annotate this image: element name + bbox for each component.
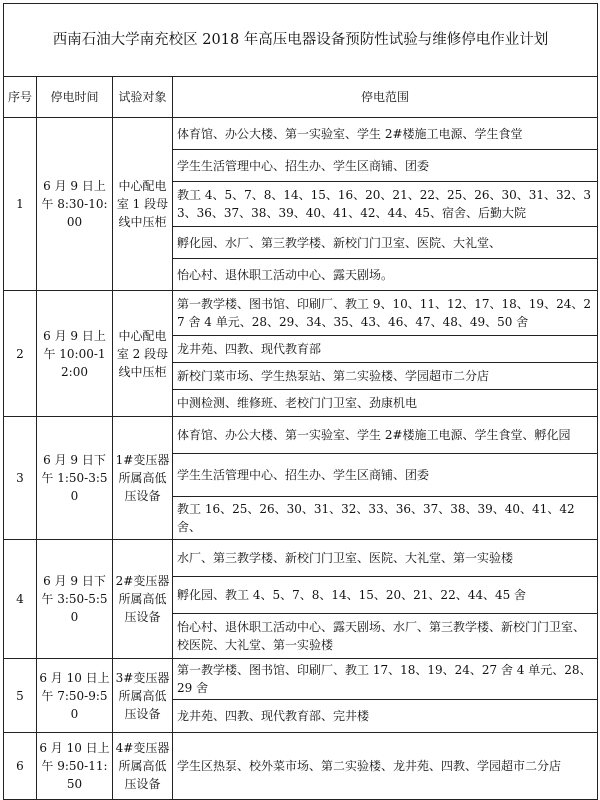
outage-range: 水厂、第三教学楼、新校门门卫室、医院、大礼堂、第一实验楼 [173, 540, 598, 577]
row-no: 2 [4, 291, 37, 417]
outage-time: 6 月 10 日上午 9:50-11:50 [37, 733, 113, 800]
table-row [4, 417, 598, 454]
header-row [4, 77, 598, 118]
table-row [4, 291, 598, 336]
outage-plan-table [3, 3, 598, 800]
outage-range: 学生生活管理中心、招生办、学生区商铺、团委 [173, 150, 598, 182]
test-object: 中心配电室 1 段母线中压柜 [113, 118, 173, 291]
table-row [4, 659, 598, 700]
table-row [4, 733, 598, 800]
document-title: 西南石油大学南充校区 2018 年高压电器设备预防性试验与维修停电作业计划 [4, 4, 598, 77]
outage-range: 体育馆、办公大楼、第一实验室、学生 2#楼施工电源、学生食堂 [173, 118, 598, 150]
outage-range: 龙井苑、四教、现代教育部 [173, 336, 598, 363]
row-no: 3 [4, 417, 37, 540]
outage-range: 中测检测、维修班、老校门门卫室、劲康机电 [173, 390, 598, 417]
header-range: 停电范围 [173, 77, 598, 118]
test-object: 3#变压器所属高低压设备 [113, 659, 173, 733]
table-row [4, 118, 598, 150]
header-time: 停电时间 [37, 77, 113, 118]
outage-range: 教工 4、5、7、8、14、15、16、20、21、22、25、26、30、31、32、33、36、37、38、39、40、41、42、44、45、宿舍、后勤大院 [173, 182, 598, 227]
header-object: 试验对象 [113, 77, 173, 118]
outage-range: 怡心村、退休职工活动中心、露天剧场、水厂、第三教学楼、新校门门卫室、校医院、大礼堂、第一实验楼 [173, 614, 598, 659]
outage-range: 龙井苑、四教、现代教育部、完井楼 [173, 700, 598, 733]
header-no: 序号 [4, 77, 37, 118]
outage-range: 教工 16、25、26、30、31、32、33、36、37、38、39、40、41、42 舍、 [173, 497, 598, 540]
test-object: 2#变压器所属高低压设备 [113, 540, 173, 659]
outage-time: 6 月 9 日下午 1:50-3:50 [37, 417, 113, 540]
row-no: 1 [4, 118, 37, 291]
row-no: 5 [4, 659, 37, 733]
outage-time: 6 月 9 日上午 8:30-10:00 [37, 118, 113, 291]
outage-time: 6 月 10 日上午 7:50-9:50 [37, 659, 113, 733]
test-object: 4#变压器所属高低压设备 [113, 733, 173, 800]
row-no: 6 [4, 733, 37, 800]
outage-range: 孵化园、教工 4、5、7、8、14、15、20、21、22、44、45 舍 [173, 577, 598, 614]
table-row [4, 540, 598, 577]
outage-range: 第一教学楼、图书馆、印刷厂、教工 17、18、19、24、27 舍 4 单元、28、29 舍 [173, 659, 598, 700]
outage-range: 体育馆、办公大楼、第一实验室、学生 2#楼施工电源、学生食堂、孵化园 [173, 417, 598, 454]
outage-range: 第一教学楼、图书馆、印刷厂、教工 9、10、11、12、17、18、19、24、27 舍 4 单元、28、29、34、35、43、46、47、48、49、50 舍 [173, 291, 598, 336]
outage-range: 新校门菜市场、学生热泵站、第二实验楼、学园超市二分店 [173, 363, 598, 390]
outage-range: 学生区热泵、校外菜市场、第二实验楼、龙井苑、四教、学园超市二分店 [173, 733, 598, 800]
outage-range: 怡心村、退休职工活动中心、露天剧场。 [173, 259, 598, 291]
test-object: 1#变压器所属高低压设备 [113, 417, 173, 540]
row-no: 4 [4, 540, 37, 659]
outage-range: 学生生活管理中心、招生办、学生区商铺、团委 [173, 454, 598, 497]
outage-time: 6 月 9 日下午 3:50-5:50 [37, 540, 113, 659]
outage-time: 6 月 9 日上午 10:00-12:00 [37, 291, 113, 417]
test-object: 中心配电室 2 段母线中压柜 [113, 291, 173, 417]
outage-range: 孵化园、水厂、第三教学楼、新校门门卫室、医院、大礼堂、 [173, 227, 598, 259]
